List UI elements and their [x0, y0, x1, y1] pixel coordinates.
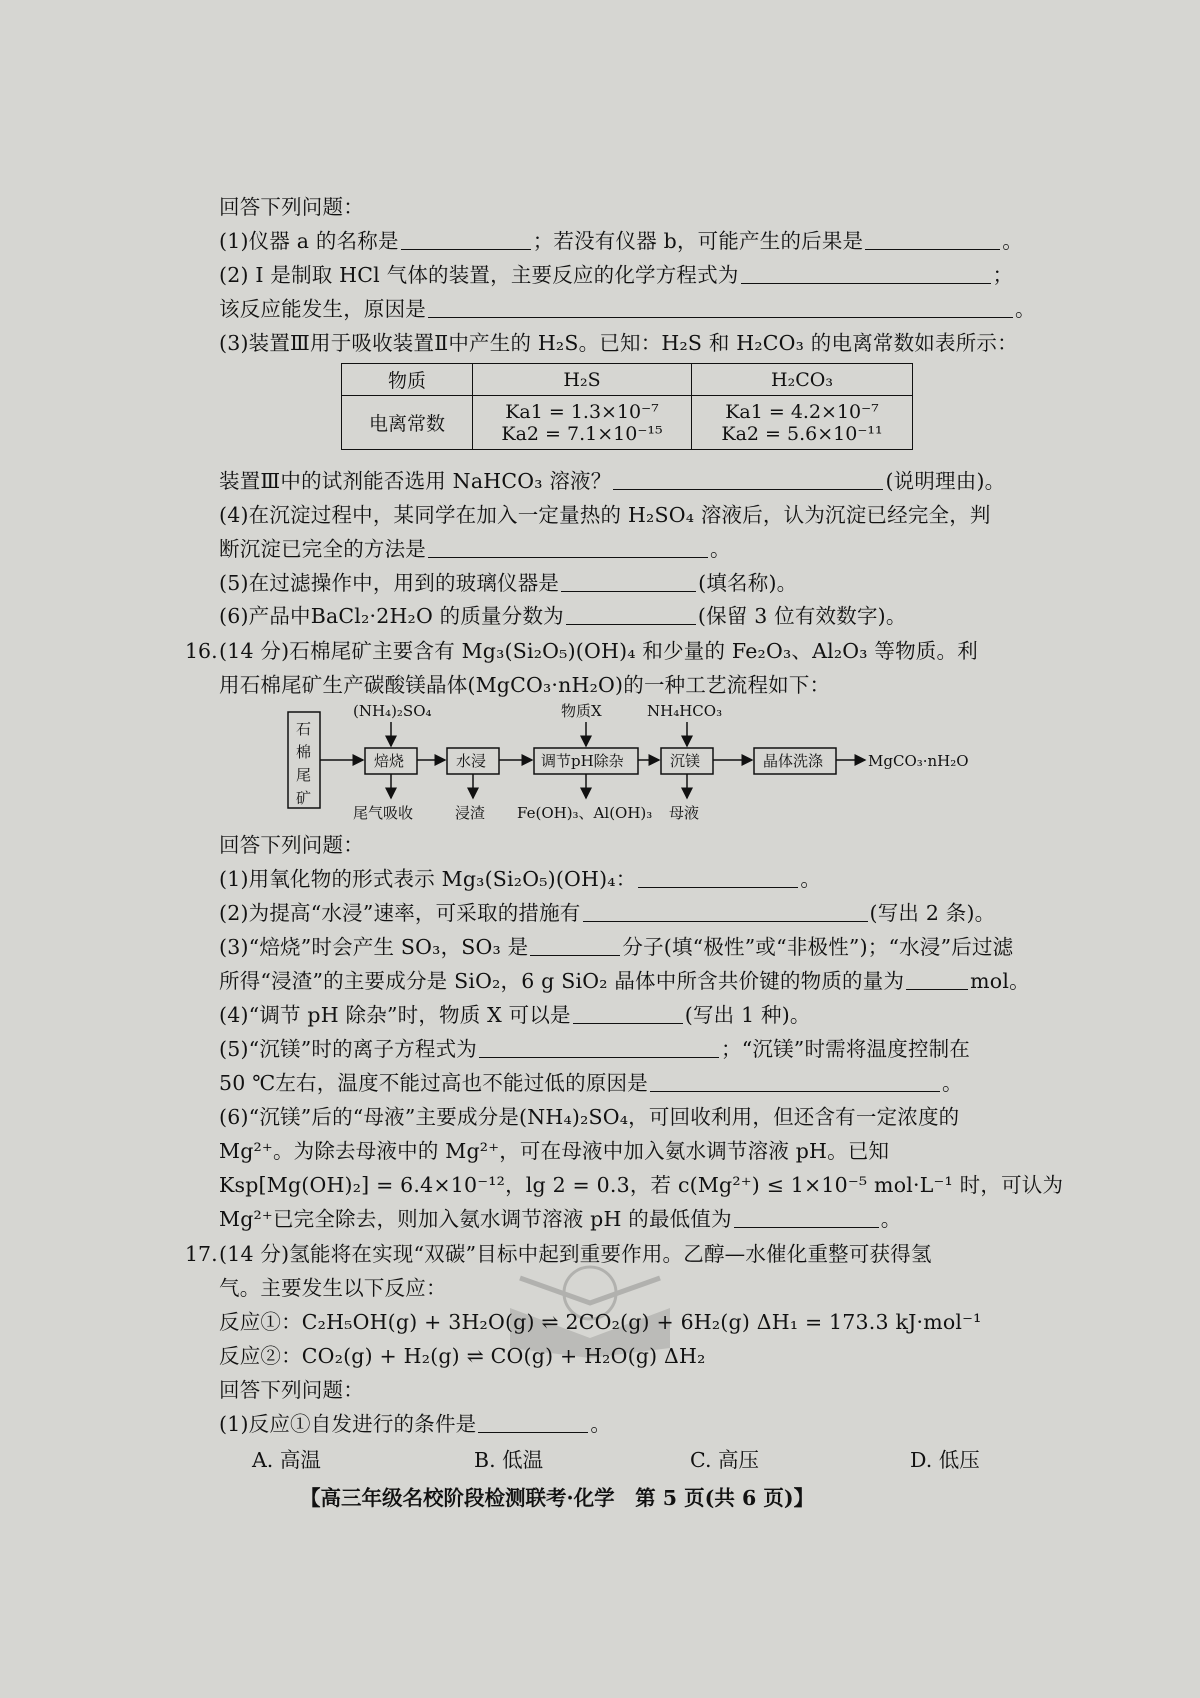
q16-part3-cont: 所得“浸渣”的主要成分是 SiO₂，6 g SiO₂ 晶体中所含共价键的物质的量为 mol。	[219, 969, 1030, 993]
answer-blank[interactable]	[428, 297, 1013, 318]
answer-blank[interactable]	[561, 571, 696, 592]
q16-part4: (4)“调节 pH 除杂”时，物质 X 可以是 (写出 1 种)。	[219, 1003, 811, 1027]
raw-char: 石	[296, 720, 312, 738]
answer-blank[interactable]	[478, 1412, 588, 1433]
answer-blank[interactable]	[583, 901, 868, 922]
answer-blank[interactable]	[734, 1207, 879, 1228]
output-label: 尾气吸收	[353, 804, 414, 822]
q17-stem-line1: (14 分)氢能将在实现“双碳”目标中起到重要作用。乙醇—水催化重整可获得氢	[219, 1242, 932, 1266]
table-cell: Ka1 = 1.3×10⁻⁷ Ka2 = 7.1×10⁻¹⁵	[473, 396, 692, 450]
q15-part4: (4)在沉淀过程中，某同学在加入一定量热的 H₂SO₄ 溶液后，认为沉淀已经完全，判	[219, 503, 991, 527]
q16-part6-line4: Mg²⁺已完全除去，则加入氨水调节溶液 pH 的最低值为 。	[219, 1207, 902, 1231]
q16-part6: (6)“沉镁”后的“母液”主要成分是(NH₄)₂SO₄，可回收利用，但还含有一定浓度的	[219, 1105, 960, 1129]
q15-part4-cont: 断沉淀已完全的方法是 。	[219, 537, 731, 561]
process-flow-diagram	[285, 700, 985, 830]
q16-part5: (5)“沉镁”时的离子方程式为 ；“沉镁”时需将温度控制在	[219, 1037, 971, 1061]
step-label: 水浸	[456, 752, 487, 770]
q15-answer-intro: 回答下列问题：	[219, 195, 364, 219]
option-c[interactable]: C. 高压	[690, 1448, 759, 1472]
option-b[interactable]: B. 低温	[474, 1448, 544, 1472]
answer-blank[interactable]	[906, 969, 968, 990]
step-label: 调节pH除杂	[541, 752, 624, 770]
q15-part2-reason: 该反应能发生，原因是 。	[219, 297, 1036, 321]
q16-part5-cont: 50 ℃左右，温度不能过高也不能过低的原因是 。	[219, 1071, 963, 1095]
ionization-constant-table	[341, 363, 913, 450]
q16-part6-line3: Ksp[Mg(OH)₂] = 6.4×10⁻¹²，lg 2 = 0.3，若 c(Mg²⁺) ≤ 1×10⁻⁵ mol·L⁻¹ 时，可认为	[219, 1173, 1064, 1197]
table-header: H₂CO₃	[692, 364, 913, 396]
output-label: Fe(OH)₃、Al(OH)₃	[517, 804, 653, 822]
output-label: 母液	[669, 804, 700, 822]
input-label: NH₄HCO₃	[647, 702, 723, 720]
input-label: 物质X	[561, 702, 602, 720]
step-label: 沉镁	[670, 752, 701, 770]
step-label: 晶体洗涤	[763, 752, 824, 770]
raw-char: 矿	[296, 789, 312, 807]
q16-answer-intro: 回答下列问题：	[219, 833, 364, 857]
q17-answer-intro: 回答下列问题：	[219, 1378, 364, 1402]
q16-part6-line2: Mg²⁺。为除去母液中的 Mg²⁺，可在母液中加入氨水调节溶液 pH。已知	[219, 1139, 890, 1163]
table-header: H₂S	[473, 364, 692, 396]
q15-part3: (3)装置Ⅲ用于吸收装置Ⅱ中产生的 H₂S。已知：H₂S 和 H₂CO₃ 的电离常数如表所示：	[219, 331, 1018, 355]
q16-stem-line2: 用石棉尾矿生产碳酸镁晶体(MgCO₃·nH₂O)的一种工艺流程如下：	[219, 673, 831, 697]
answer-blank[interactable]	[650, 1071, 940, 1092]
q15-part6: (6)产品中BaCl₂·2H₂O 的质量分数为 (保留 3 位有效数字)。	[219, 604, 907, 628]
answer-blank[interactable]	[865, 229, 1000, 250]
table-header: 物质	[342, 364, 473, 396]
reaction-2: 反应②：CO₂(g) + H₂(g) ⇌ CO(g) + H₂O(g) ΔH₂	[219, 1344, 706, 1368]
output-label: 浸渣	[455, 804, 486, 822]
q15-part5: (5)在过滤操作中，用到的玻璃仪器是 (填名称)。	[219, 571, 798, 595]
q16-part1: (1)用氧化物的形式表示 Mg₃(Si₂O₅)(OH)₄： 。	[219, 867, 822, 891]
option-a[interactable]: A. 高温	[252, 1448, 321, 1472]
option-d[interactable]: D. 低压	[910, 1448, 980, 1472]
q15-part2: (2) Ⅰ 是制取 HCl 气体的装置，主要反应的化学方程式为 ；	[219, 263, 1014, 287]
q16-part2: (2)为提高“水浸”速率，可采取的措施有 (写出 2 条)。	[219, 901, 996, 925]
raw-char: 尾	[296, 766, 312, 784]
q15-part1: (1)仪器 a 的名称是 ；若没有仪器 b，可能产生的后果是 。	[219, 229, 1023, 253]
answer-blank[interactable]	[573, 1003, 683, 1024]
answer-blank[interactable]	[530, 935, 620, 956]
table-cell: Ka1 = 4.2×10⁻⁷ Ka2 = 5.6×10⁻¹¹	[692, 396, 913, 450]
q15-part3-question: 装置Ⅲ中的试剂能否选用 NaHCO₃ 溶液？ (说明理由)。	[219, 469, 1006, 493]
input-label: (NH₄)₂SO₄	[353, 702, 432, 720]
raw-char: 棉	[296, 743, 312, 761]
question-number: 17.	[185, 1242, 218, 1266]
q16-part3: (3)“焙烧”时会产生 SO₃，SO₃ 是 分子(填“极性”或“非极性”)；“水浸”后过滤	[219, 935, 1014, 959]
q16-stem-line1: (14 分)石棉尾矿主要含有 Mg₃(Si₂O₅)(OH)₄ 和少量的 Fe₂O₃、Al₂O₃ 等物质。利	[219, 639, 978, 663]
answer-blank[interactable]	[741, 263, 991, 284]
reaction-1: 反应①：C₂H₅OH(g) + 3H₂O(g) ⇌ 2CO₂(g) + 6H₂(g) ΔH₁ = 173.3 kJ·mol⁻¹	[219, 1310, 982, 1334]
answer-blank[interactable]	[428, 537, 708, 558]
product-label: MgCO₃·nH₂O	[868, 752, 969, 770]
step-label: 焙烧	[374, 752, 405, 770]
answer-blank[interactable]	[401, 229, 531, 250]
q17-stem-line2: 气。主要发生以下反应：	[219, 1276, 447, 1300]
answer-blank[interactable]	[566, 604, 696, 625]
page-footer: 【高三年级名校阶段检测联考·化学 第 5 页(共 6 页)】	[300, 1486, 815, 1510]
answer-blank[interactable]	[638, 867, 798, 888]
answer-blank[interactable]	[479, 1037, 719, 1058]
answer-blank[interactable]	[613, 469, 883, 490]
q17-part1: (1)反应①自发进行的条件是 。	[219, 1412, 612, 1436]
table-row-label: 电离常数	[342, 396, 473, 450]
question-number: 16.	[185, 639, 218, 663]
